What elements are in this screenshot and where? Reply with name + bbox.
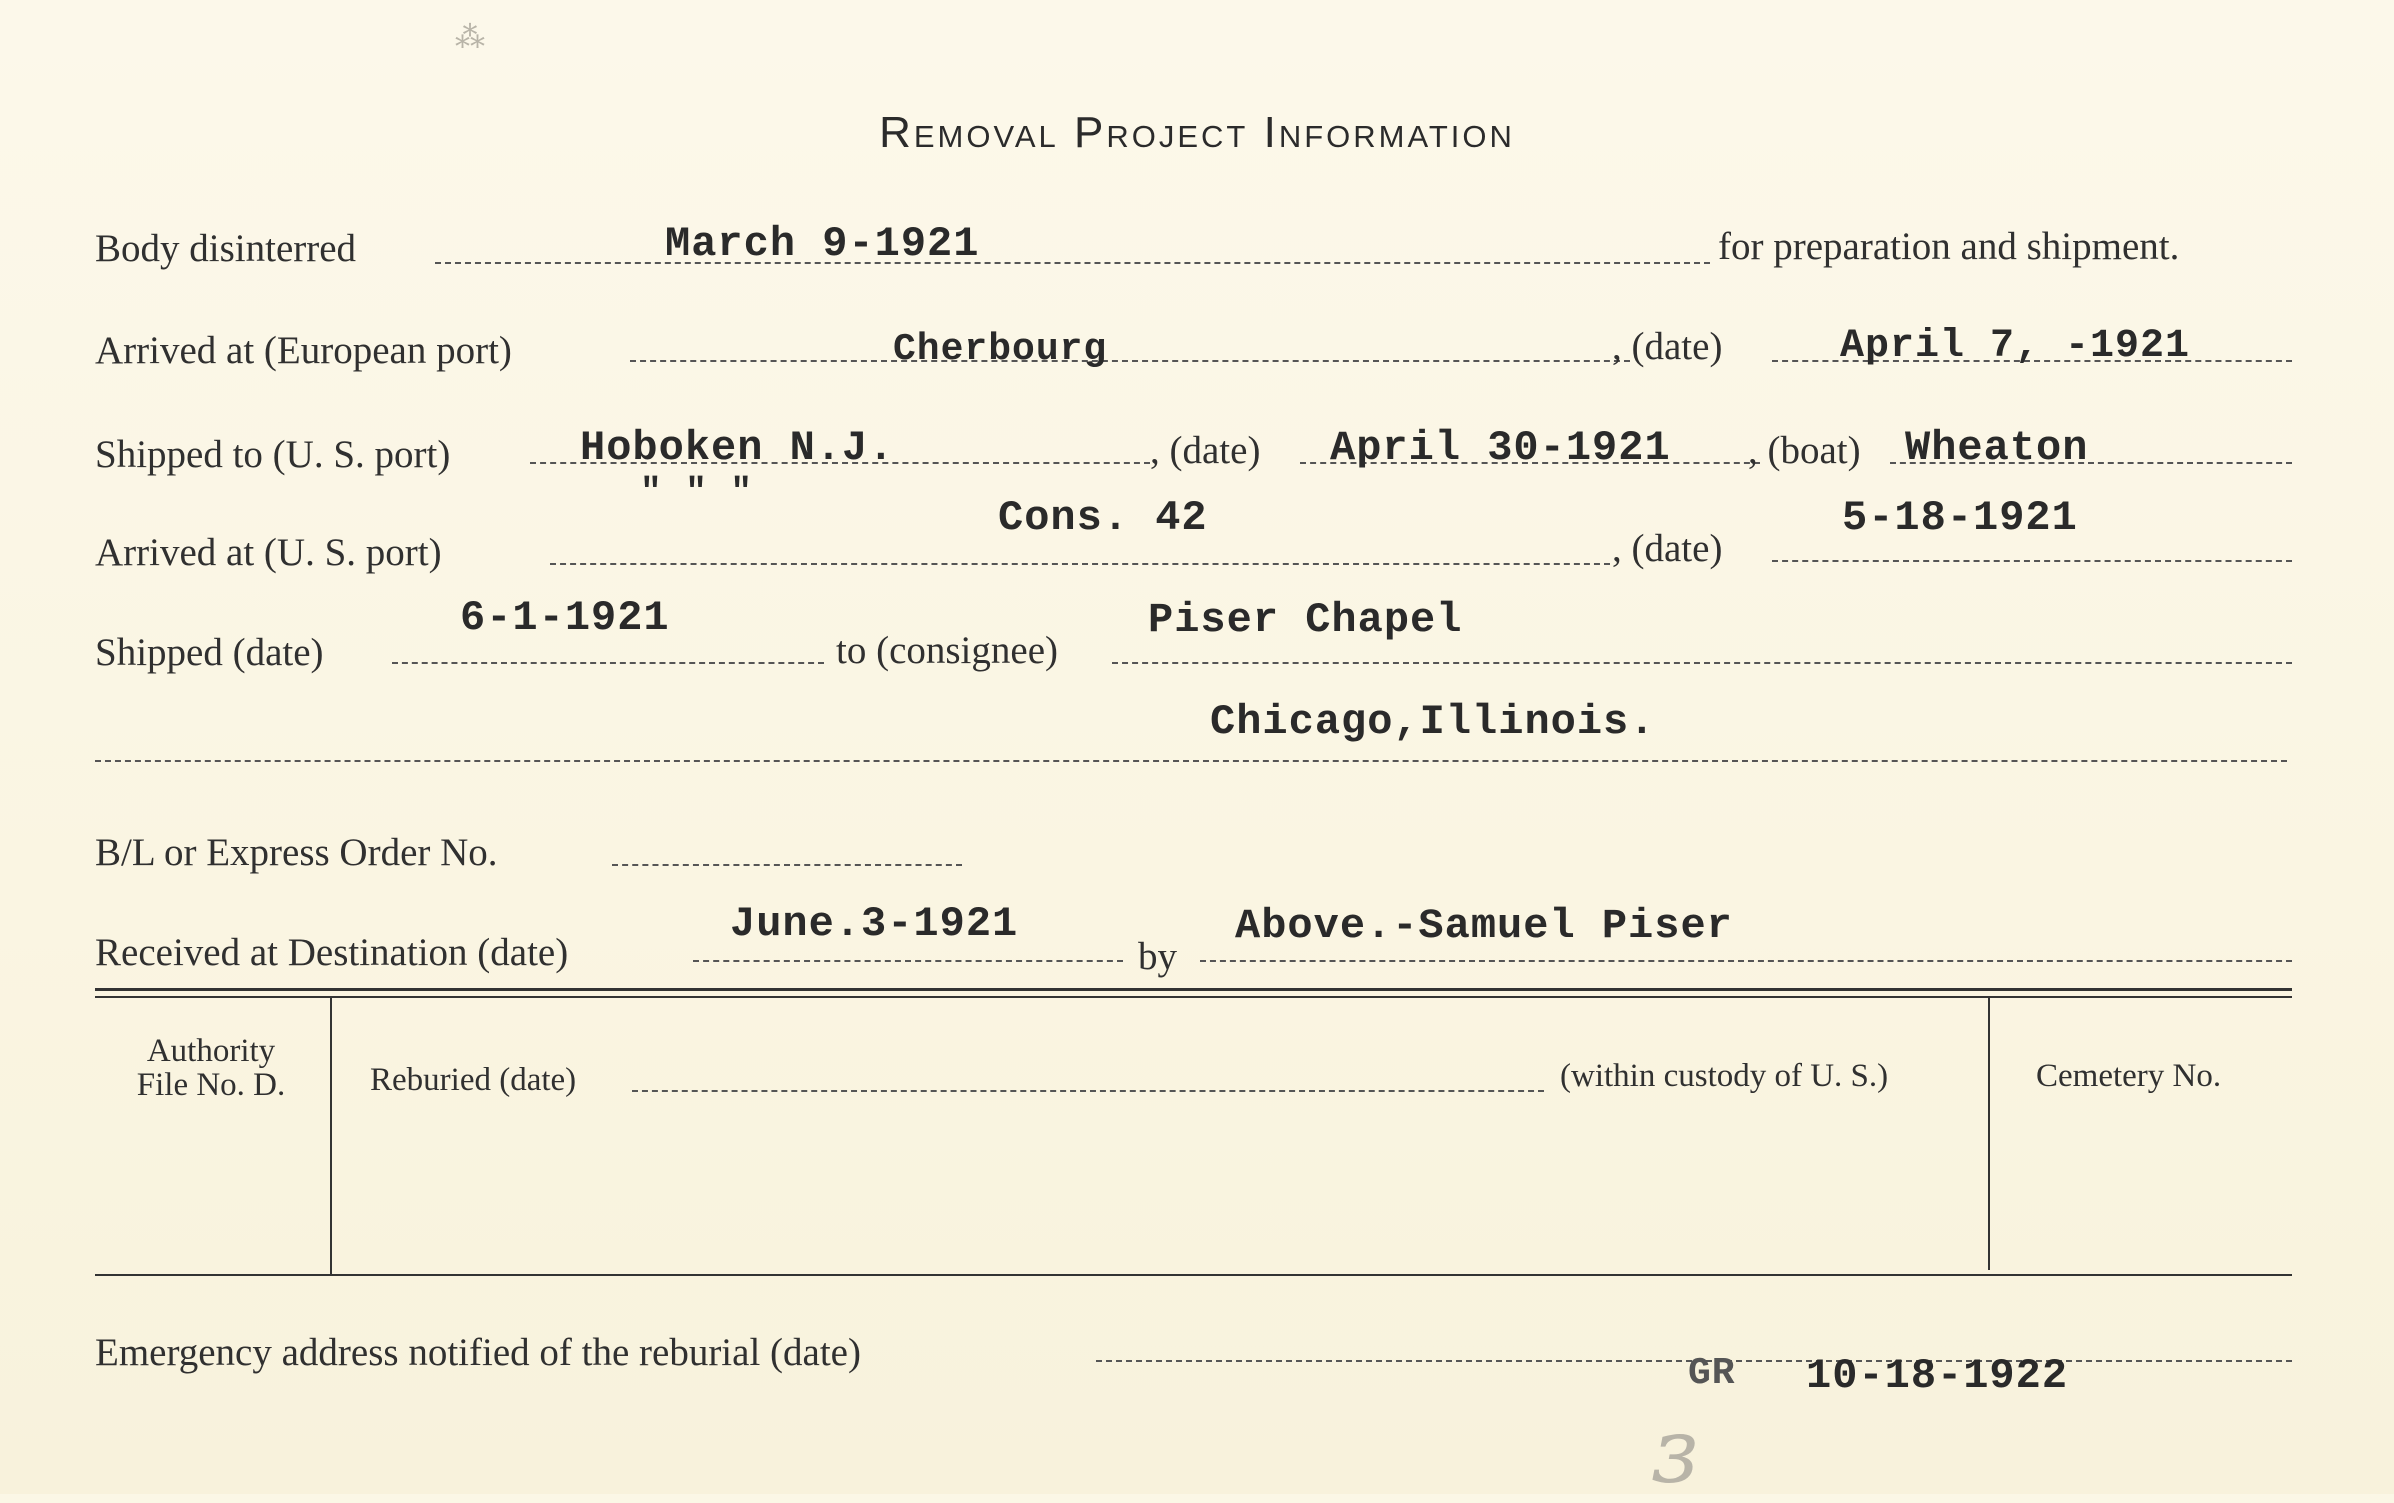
consignee-name: Piser Chapel	[1148, 596, 1463, 644]
european-port-value: Cherbourg	[893, 328, 1108, 371]
dotted-line	[1112, 662, 2292, 664]
reburied-label: Reburied (date)	[370, 1062, 577, 1098]
box-top-rule-inner	[95, 996, 2292, 998]
disinterred-date: March 9-1921	[665, 220, 980, 268]
bl-order-label: B/L or Express Order No.	[95, 831, 498, 874]
consignee-label: to (consignee)	[836, 629, 1059, 672]
dotted-line	[392, 662, 824, 664]
date-label: , (date)	[1612, 527, 1723, 570]
box-top-rule	[95, 988, 2292, 991]
dotted-line	[693, 960, 1123, 962]
preparation-shipment-label: for preparation and shipment.	[1718, 225, 2180, 268]
gr-stamp: GR	[1688, 1352, 1736, 1395]
file-number-label: File No. D.	[136, 1067, 286, 1103]
consignee-address: Chicago,Illinois.	[1210, 698, 1656, 746]
authority-file-label	[100, 1034, 322, 1102]
shipped-date-label: Shipped (date)	[95, 631, 324, 674]
boat-label: , (boat)	[1748, 429, 1861, 472]
card-title: Removal Project Information	[879, 108, 1515, 157]
pencil-mark: ⁂	[455, 20, 485, 55]
shipped-us-port-label: Shipped to (U. S. port)	[95, 433, 451, 476]
emergency-notified-date: 10-18-1922	[1806, 1352, 2069, 1400]
ditto-marks: " " "	[640, 472, 754, 513]
received-destination-label: Received at Destination (date)	[95, 931, 569, 974]
date-label: , (date)	[1612, 325, 1723, 368]
dotted-line	[95, 760, 2287, 762]
emergency-address-label: Emergency address notified of the reburial (date)	[95, 1331, 861, 1374]
boat-value: Wheaton	[1905, 424, 2089, 472]
custody-label: (within custody of U. S.)	[1560, 1058, 1889, 1094]
shipped-date-value: April 30-1921	[1330, 424, 1671, 472]
shipped-date: 6-1-1921	[460, 594, 670, 642]
box-bottom-rule	[95, 1274, 2292, 1276]
dotted-line	[612, 864, 962, 866]
cemetery-number-label: Cemetery No.	[2036, 1058, 2222, 1094]
received-date: June.3-1921	[730, 900, 1019, 948]
us-arrival-date: 5-18-1921	[1842, 494, 2078, 542]
by-label: by	[1138, 935, 1177, 978]
consignment-number: Cons. 42	[998, 494, 1208, 542]
us-port-value: Hoboken N.J.	[580, 424, 895, 472]
dotted-line	[550, 563, 1610, 565]
dotted-line	[632, 1090, 1544, 1092]
dotted-line	[630, 360, 1630, 362]
european-arrival-date: April 7, -1921	[1840, 324, 2191, 369]
date-label: , (date)	[1150, 429, 1261, 472]
pencil-mark: ɜ	[1652, 1398, 1698, 1503]
authority-label: Authority	[146, 1033, 276, 1069]
box-divider-left	[330, 998, 332, 1276]
body-disinterred-label: Body disinterred	[95, 227, 357, 270]
dotted-line	[1200, 960, 2292, 962]
dotted-line	[1772, 560, 2292, 562]
received-by-value: Above.-Samuel Piser	[1235, 902, 1733, 950]
arrived-us-port-label: Arrived at (U. S. port)	[95, 531, 442, 574]
box-divider-right	[1988, 998, 1990, 1270]
arrived-european-port-label: Arrived at (European port)	[95, 329, 512, 372]
dotted-line	[435, 262, 1710, 264]
